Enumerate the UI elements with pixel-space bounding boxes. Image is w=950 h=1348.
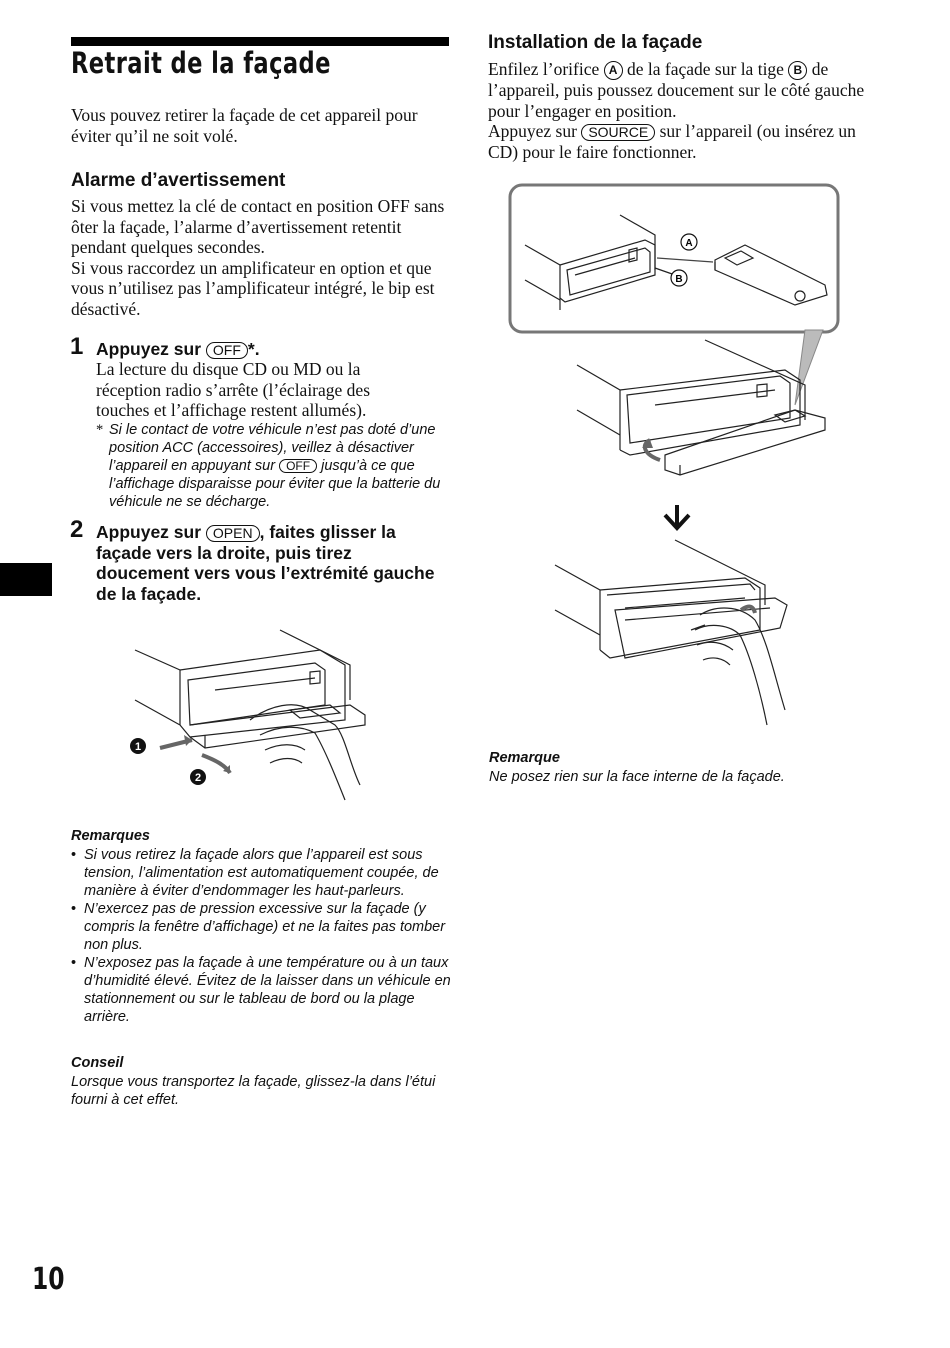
footnote-text-end: jusqu’à ce que l’affichage disparaisse pour éviter que la batterie du véhicule ne se décharge. [109, 458, 441, 510]
off-key: OFF [206, 342, 248, 359]
step-2-heading-suffix: , faites glisser la façade vers la droite, puis tirez doucement vers vous l’extrémité gauche de la façade. [96, 522, 435, 604]
step-2-heading [96, 522, 446, 604]
label-a-circle: A [604, 61, 623, 80]
remarque-item: • Si vous retirez la façade alors que l’appareil est sous tension, l’alimentation est automatiquement coupée, de manière à éviter d’endommager les haut-parleurs. [71, 846, 451, 900]
footnote-text: Si le contact de votre véhicule n’est pas doté d’une position ACC (accessoires), veillez à désactiver l’appareil en appuyant sur [109, 422, 436, 474]
section-tab [0, 563, 52, 596]
step-2-heading-text: Appuyez sur [96, 522, 202, 542]
alarm-paragraph-1: Si vous mettez la clé de contact en position OFF sans ôter la façade, l’alarme d’avertissement retentit pendant quelques secondes. [71, 196, 445, 257]
remarques-list [71, 846, 451, 1026]
diagram-label-a: A [685, 238, 693, 249]
step-1-heading-text: Appuyez sur [96, 339, 202, 359]
install-paragraph-2 [488, 121, 873, 162]
step-1-footnote [96, 421, 456, 511]
remarque-title: Remarque [489, 750, 560, 766]
footnote-off-key: OFF [279, 459, 317, 473]
source-key: SOURCE [581, 124, 655, 141]
install-text-e: sur l’appareil (ou insérez un CD) pour le faire fonctionner. [488, 121, 856, 162]
alarm-paragraph-2: Si vous raccordez un amplificateur en option et que vous n’utilisez pas l’amplificateur intégré, le bip est désactivé. [71, 257, 435, 319]
step-1-heading-suffix: *. [247, 339, 260, 359]
diagram-label-b: B [675, 274, 683, 285]
install-text-c: de l’appareil, puis poussez doucement sur le côté gauche pour l’engager en position. [488, 59, 865, 121]
label-b-circle: B [788, 61, 807, 80]
install-paragraph-1 [488, 59, 873, 121]
conseil-title: Conseil [71, 1055, 124, 1071]
remarque-item: • N’exposez pas la façade à une température ou à un taux d’humidité élevé. Évitez de la laisser dans un véhicule en stationnement ou sur le tableau de bord ou la plage arrière. [71, 954, 451, 1026]
install-heading: Installation de la façade [488, 32, 703, 53]
remarques-title: Remarques [71, 828, 150, 844]
page-number: 10 [32, 1262, 65, 1297]
install-illustration [505, 180, 845, 750]
footnote-mark: * [96, 422, 104, 438]
callout-1: 1 [134, 741, 142, 753]
install-text [488, 59, 873, 162]
step-2-number: 2 [70, 516, 84, 543]
removal-illustration [120, 625, 380, 815]
conseil-text: Lorsque vous transportez la façade, glissez-la dans l’étui fourni à cet effet. [71, 1074, 436, 1108]
install-text-a: Enfilez l’orifice [488, 59, 600, 79]
install-text-d: Appuyez sur [488, 121, 577, 141]
install-text-b: de la façade sur la tige [627, 59, 784, 79]
title-rule [71, 37, 449, 46]
callout-2: 2 [194, 772, 202, 784]
step-1-number: 1 [70, 333, 84, 360]
remarque-text: Ne posez rien sur la face interne de la façade. [489, 769, 785, 785]
step-1-heading [96, 339, 260, 360]
page-title: Retrait de la façade [71, 46, 331, 80]
alarm-heading: Alarme d’avertissement [71, 170, 286, 191]
step-1-body: La lecture du disque CD ou MD ou la réception radio s’arrête (l’éclairage des touches et l’affichage restent allumés). [96, 359, 371, 420]
open-key: OPEN [206, 525, 260, 542]
alarm-text [71, 196, 451, 319]
remarque-item: • N’exercez pas de pression excessive sur la façade (y compris la fenêtre d’affichage) et ne la faites pas tomber non plus. [71, 900, 451, 954]
intro-text: Vous pouvez retirer la façade de cet appareil pour éviter qu’il ne soit volé. [71, 105, 418, 146]
